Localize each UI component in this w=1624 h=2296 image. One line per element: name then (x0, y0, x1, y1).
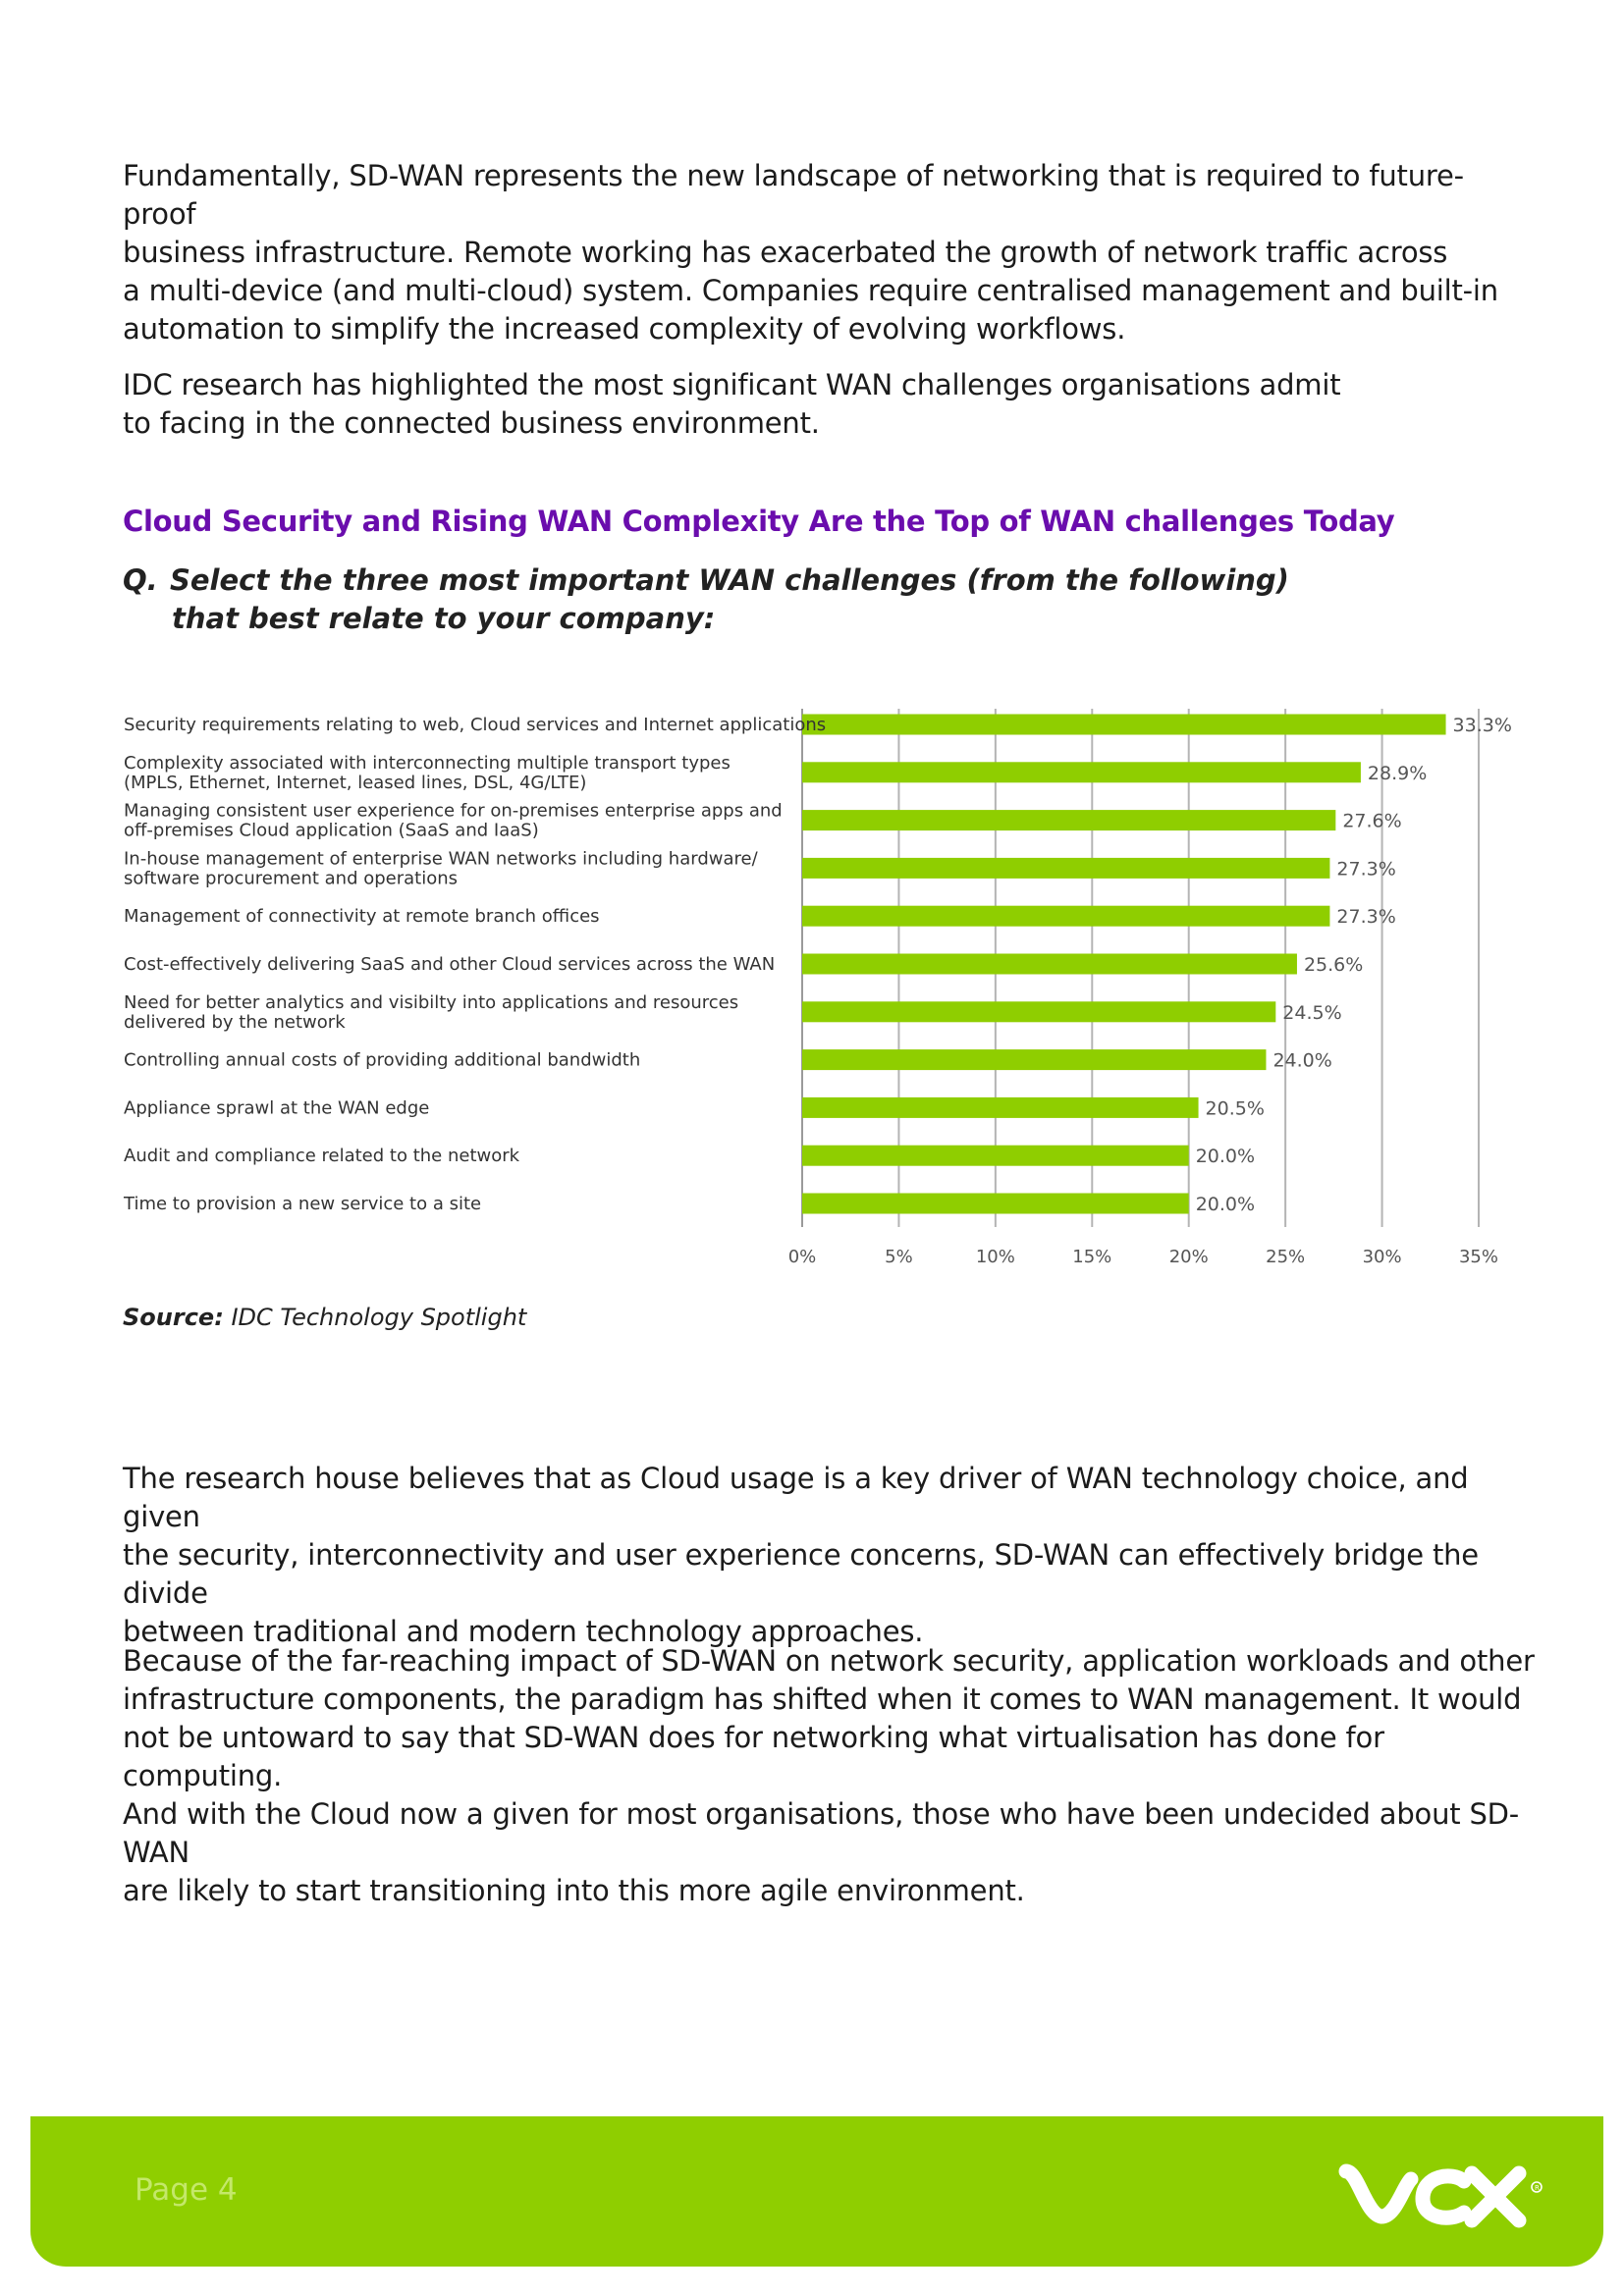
bar (802, 954, 1297, 975)
research-house-paragraph: The research house believes that as Cloud usage is a key driver of WAN technology choice, and given the security, interconnectivity and user experience concerns, SD-WAN can effectively bridge the divide between traditional and modern technology approaches. (123, 1462, 1479, 1648)
bar-value-label: 33.3% (1452, 715, 1512, 736)
category-label: Security requirements relating to web, Cloud services and Internet applications (124, 715, 827, 735)
category-label: Complexity associated with interconnecting multiple transport types (124, 752, 731, 774)
category-label: software procurement and operations (124, 868, 459, 889)
intro-paragraph: Fundamentally, SD-WAN represents the new landscape of networking that is required to future-proof business infrastructure. Remote working has exacerbated the growth of network traffic across a multi-device (and multi-cloud) system. Companies require centralised management and built-in automation to simplify the increased complexity of evolving workflows. (123, 159, 1498, 346)
question-line-2: that best relate to your company: (172, 602, 716, 635)
category-label: delivered by the network (124, 1011, 346, 1033)
bar (802, 1097, 1199, 1118)
bar-value-label: 25.6% (1303, 954, 1364, 976)
x-tick-label: 20% (1168, 1247, 1209, 1267)
svg-text:R: R (1535, 2184, 1540, 2192)
source-text: IDC Technology Spotlight (231, 1304, 527, 1331)
x-tick-label: 15% (1072, 1247, 1112, 1267)
category-label: Need for better analytics and visibilty into applications and resources (124, 991, 739, 1013)
bar (802, 906, 1329, 927)
bar-value-label: 20.0% (1195, 1146, 1256, 1168)
question-line-1: Select the three most important WAN challenges (from the following) (170, 563, 1289, 597)
bar-value-label: 24.5% (1282, 1001, 1342, 1024)
x-tick-label: 30% (1362, 1247, 1402, 1267)
bar-value-label: 20.5% (1205, 1097, 1265, 1120)
category-label: off-premises Cloud application (SaaS and IaaS) (124, 820, 539, 841)
category-label: Management of connectivity at remote branch offices (124, 906, 600, 928)
bar (802, 810, 1335, 830)
bar (802, 1049, 1266, 1070)
category-label: Appliance sprawl at the WAN edge (124, 1097, 430, 1119)
x-tick-label: 10% (975, 1247, 1015, 1267)
x-tick-label: 5% (885, 1247, 913, 1267)
x-tick-label: 25% (1266, 1247, 1306, 1267)
chart-title: Cloud Security and Rising WAN Complexity Are the Top of WAN challenges Today (123, 505, 1395, 538)
source-note (123, 1304, 526, 1331)
category-label: Controlling annual costs of providing additional bandwidth (124, 1049, 641, 1071)
page-footer (30, 2116, 1603, 2267)
category-label: Cost-effectively delivering SaaS and other Cloud services across the WAN (124, 954, 776, 975)
vox-logo (1338, 2158, 1544, 2236)
bar (802, 715, 1446, 735)
category-label: In-house management of enterprise WAN networks including hardware/ (124, 848, 758, 870)
bar (802, 1001, 1275, 1022)
category-label: Managing consistent user experience for on-premises enterprise apps and (124, 800, 783, 822)
page-number: Page 4 (135, 2172, 238, 2208)
x-tick-label: 35% (1458, 1247, 1499, 1267)
impact-paragraph: Because of the far-reaching impact of SD-WAN on network security, application workloads and other infrastructure components, the paradigm has shifted when it comes to WAN management. It would not be untoward to say that SD-WAN does for networking what virtualisation has done for computing. And with the Cloud now a given for most organisations, those who have been undecided about SD-WAN are likely to start transitioning into this more agile environment. (123, 1644, 1535, 1907)
question-prefix: Q. (123, 563, 158, 597)
bar-value-label: 20.0% (1195, 1194, 1256, 1215)
idc-paragraph: IDC research has highlighted the most significant WAN challenges organisations admit to facing in the connected business environment. (123, 368, 1341, 440)
chart-labels (123, 715, 1512, 1267)
category-label: Time to provision a new service to a site (124, 1194, 482, 1214)
category-label: (MPLS, Ethernet, Internet, leased lines, DSL, 4G/LTE) (124, 772, 587, 793)
bar-value-label: 24.0% (1272, 1049, 1332, 1072)
bar-value-label: 27.3% (1336, 858, 1396, 881)
bar-value-label: 27.3% (1336, 906, 1396, 929)
bar (802, 1146, 1189, 1166)
bar (802, 762, 1361, 782)
wan-challenges-bar-chart (0, 687, 1624, 1296)
bar-value-label: 27.6% (1342, 810, 1402, 832)
bar (802, 1194, 1189, 1214)
bar (802, 858, 1329, 879)
survey-question (123, 561, 1289, 638)
x-tick-label: 0% (787, 1247, 817, 1267)
category-label: Audit and compliance related to the network (124, 1146, 520, 1167)
bar-value-label: 28.9% (1367, 762, 1428, 784)
source-label: Source: (123, 1304, 224, 1331)
